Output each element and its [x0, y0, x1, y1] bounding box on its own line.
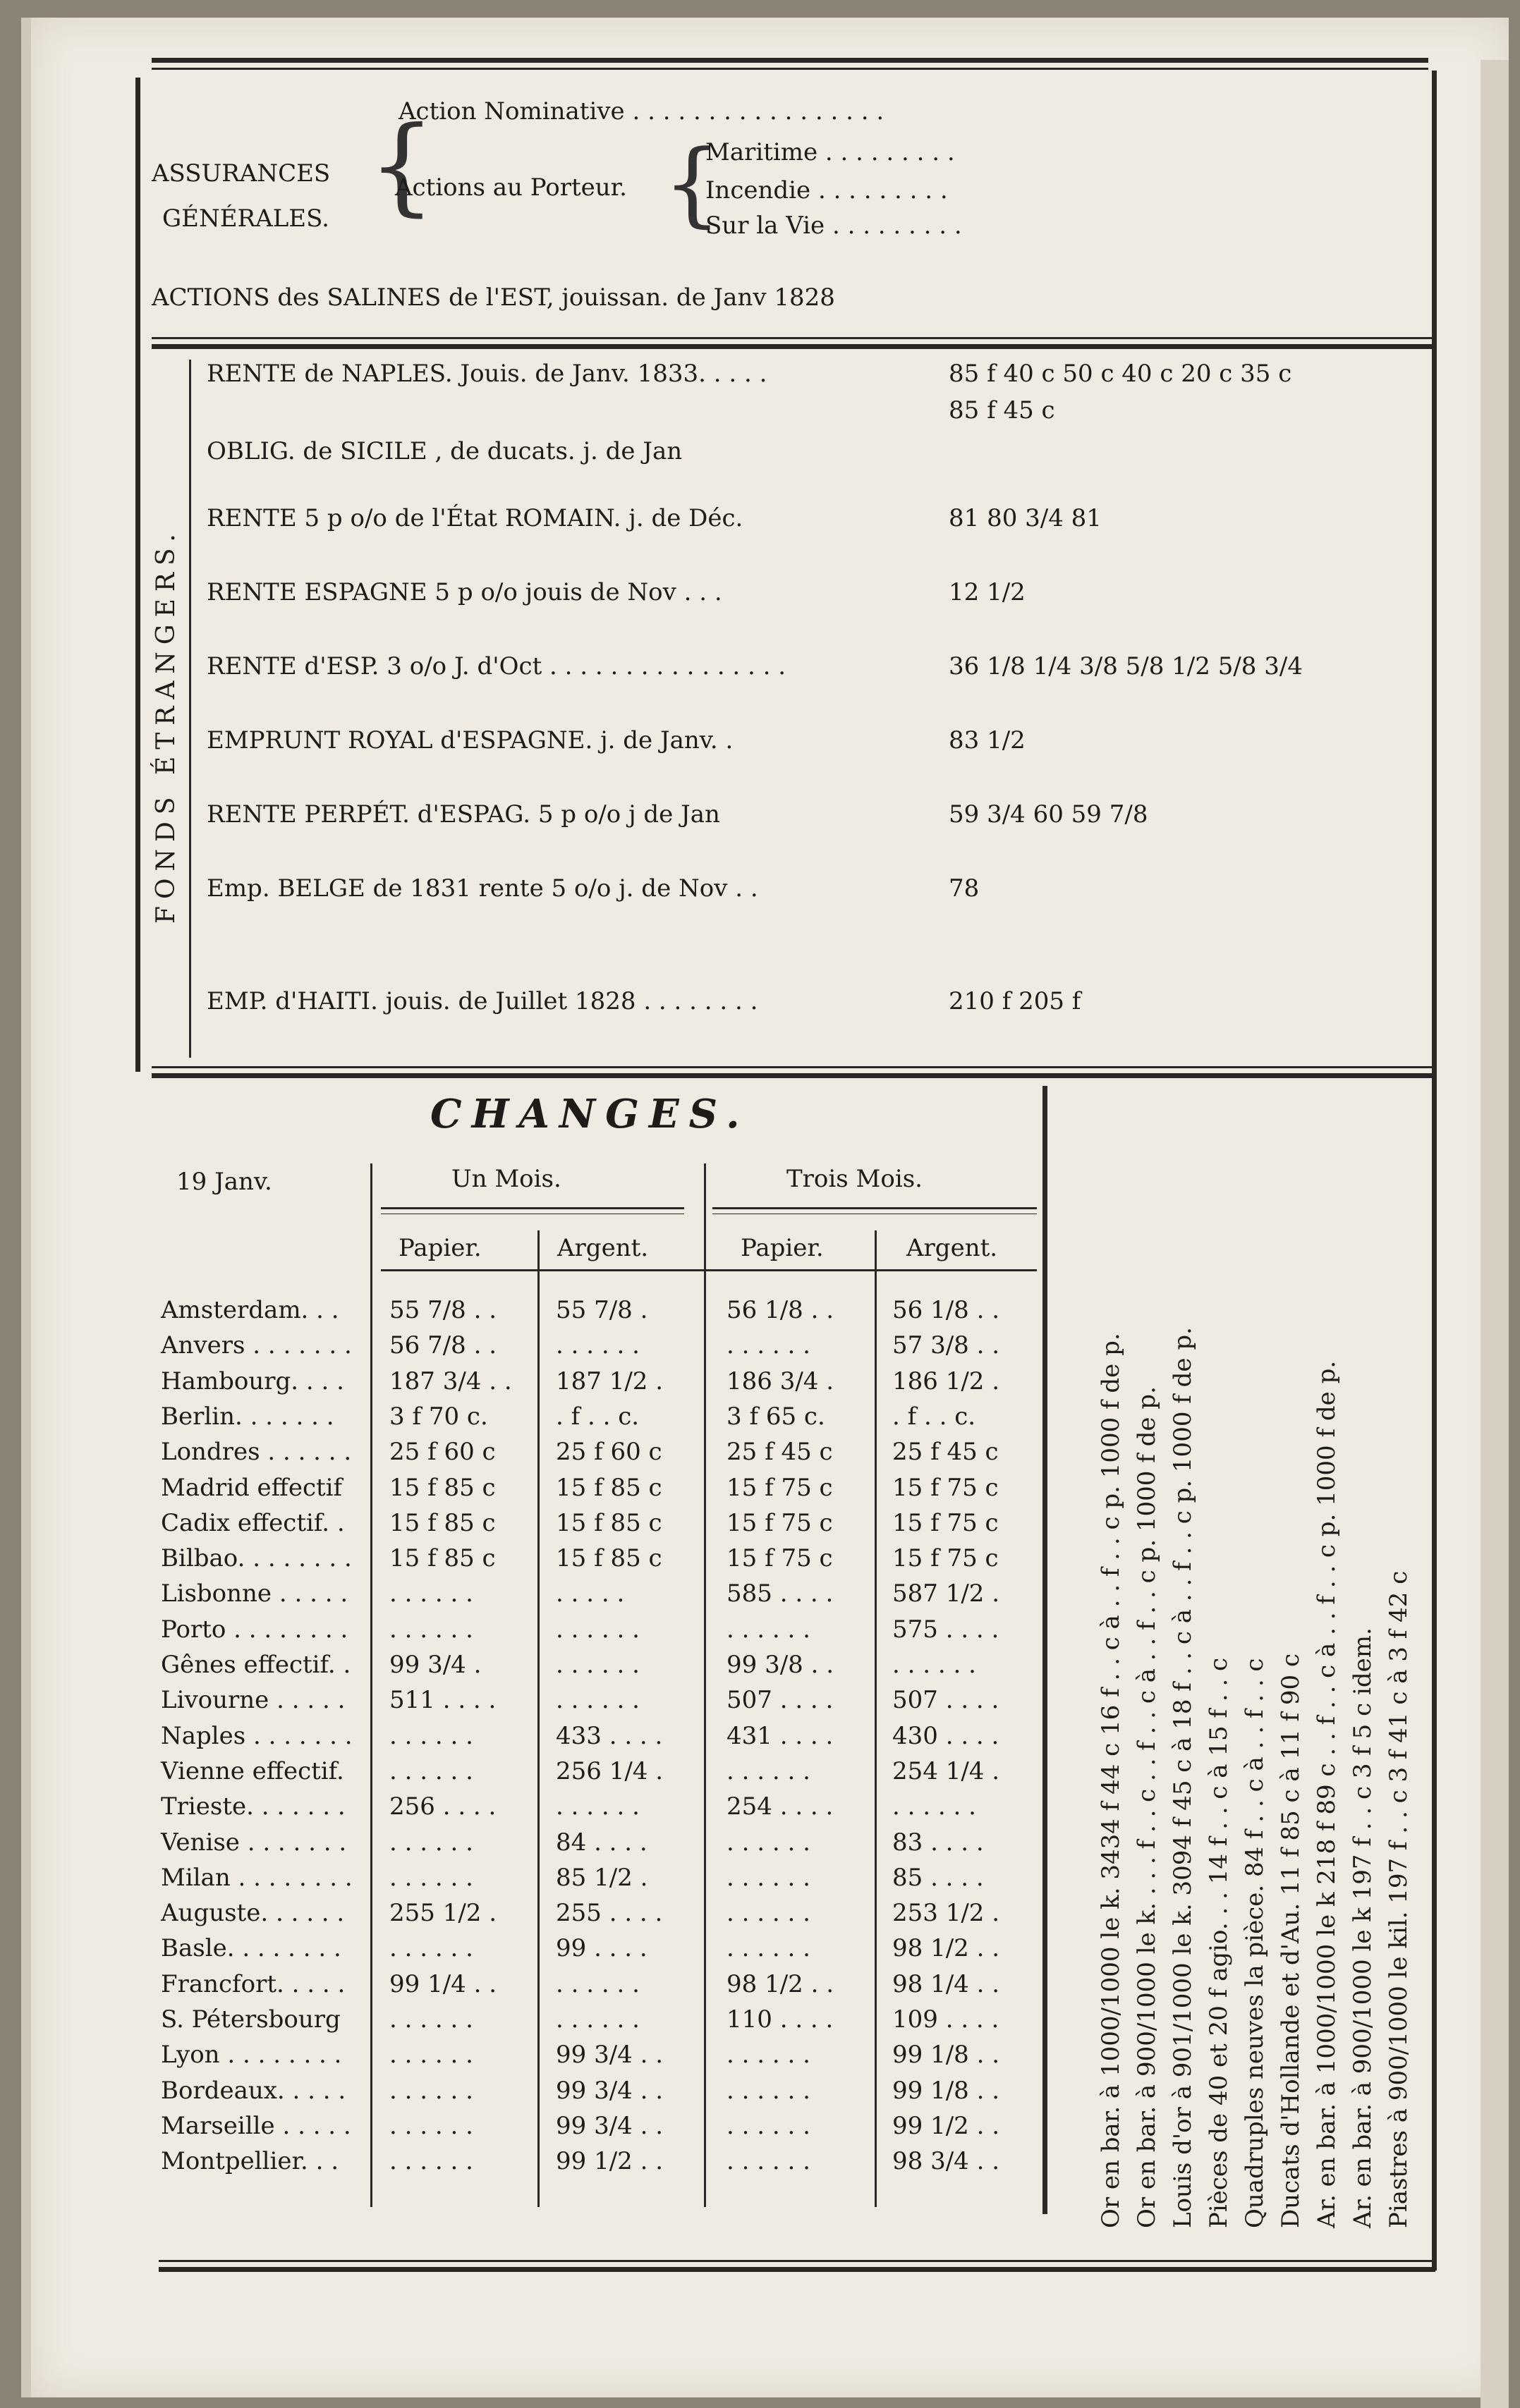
metal-price-line: Quadruples neuves la pièce. 84 f . . c à . . f . . c — [1241, 1658, 1269, 2228]
rate-cell: 15 f 75 c — [726, 1474, 833, 1502]
rate-cell: . . . . . . — [726, 2041, 810, 2069]
fonds-row-value: 81 80 3/4 81 — [949, 504, 1102, 532]
rate-cell: 187 1/2 . — [556, 1367, 664, 1395]
un-mois-ornament — [381, 1207, 684, 1214]
rate-cell: . . . . . . — [389, 1579, 473, 1608]
rate-cell: 25 f 60 c — [389, 1438, 496, 1466]
un-mois-header: Un Mois. — [451, 1165, 561, 1193]
city-name: Lyon . . . . . . . . — [161, 2041, 342, 2069]
rate-cell: . . . . . . — [389, 2041, 473, 2069]
fonds-row-label: EMPRUNT ROYAL d'ESPAGNE. j. de Janv. . — [207, 726, 734, 754]
city-name: Amsterdam. . . — [161, 1296, 339, 1324]
rate-cell: . . . . . . — [389, 1615, 473, 1644]
rate-cell: 507 . . . . — [892, 1686, 999, 1714]
bottom-rule — [159, 2267, 1435, 2272]
top-rule — [152, 58, 1428, 63]
city-name: Livourne . . . . . — [161, 1686, 346, 1714]
changes-date: 19 Janv. — [176, 1168, 272, 1196]
metal-price-line: Pièces de 40 et 20 f agio. . . 14 f . . c à 15 f . . c — [1205, 1657, 1233, 2228]
rate-cell: 15 f 85 c — [389, 1509, 496, 1537]
rate-cell: 99 3/8 . . — [726, 1651, 834, 1679]
city-name: Lisbonne . . . . . — [161, 1579, 348, 1608]
city-name: Bilbao. . . . . . . . — [161, 1544, 352, 1572]
fonds-divider — [189, 360, 191, 1058]
rate-cell: 56 7/8 . . — [389, 1331, 497, 1359]
rate-cell: 186 3/4 . — [726, 1367, 834, 1395]
fonds-row-value-2: 85 f 45 c — [949, 396, 1055, 424]
city-name: Bordeaux. . . . . — [161, 2077, 346, 2105]
rate-cell: 15 f 75 c — [892, 1544, 999, 1572]
top-rule-thin — [152, 68, 1428, 70]
metal-price-line: Or en bar. à 900/1000 le k. . . . f . . c . . f . . c à . . f . . c p. 1000 f de p. — [1133, 1386, 1161, 2228]
rate-cell: 98 1/4 . . — [892, 1970, 1000, 1998]
rate-cell: 99 3/4 . . — [556, 2077, 664, 2105]
papier-header: Papier. — [741, 1234, 824, 1262]
rate-cell: 15 f 75 c — [892, 1509, 999, 1537]
rate-cell: . . . . . . — [892, 1792, 976, 1821]
metal-price-line: Ar. en bar. à 900/1000 le k 197 f . . c 3 f 5 c idem. — [1349, 1627, 1377, 2228]
rate-cell: . . . . . . — [556, 1331, 640, 1359]
rate-cell: . . . . . . — [726, 2077, 810, 2105]
rate-cell: 254 1/4 . — [892, 1757, 1000, 1785]
rate-cell: 85 . . . . — [892, 1864, 984, 1892]
rate-cell: 575 . . . . — [892, 1615, 999, 1644]
sur-la-vie: Sur la Vie . . . . . . . . . — [705, 212, 962, 240]
rate-cell: . . . . . . — [556, 1651, 640, 1679]
rate-cell: 15 f 75 c — [726, 1544, 833, 1572]
rate-cell: 15 f 85 c — [389, 1544, 496, 1572]
rate-cell: 587 1/2 . — [892, 1579, 1000, 1608]
bottom-rule-thin — [159, 2260, 1435, 2262]
fonds-row-value: 12 1/2 — [949, 578, 1026, 606]
rate-cell: 57 3/8 . . — [892, 1331, 1000, 1359]
fonds-row-label: Emp. BELGE de 1831 rente 5 o/o j. de Nov . . — [207, 874, 758, 903]
rate-cell: 253 1/2 . — [892, 1899, 1000, 1927]
fonds-row-label: RENTE 5 p o/o de l'État ROMAIN. j. de Déc. — [207, 504, 743, 532]
rate-cell: . . . . . . — [726, 2112, 810, 2140]
city-name: Gênes effectif. . — [161, 1651, 351, 1679]
rate-cell: 15 f 75 c — [726, 1509, 833, 1537]
rate-cell: . . . . . . — [726, 1828, 810, 1857]
metal-price-line: Ducats d'Hollande et d'Au. 11 f 85 c à 11 f 90 c — [1277, 1653, 1305, 2228]
section-rule — [152, 1066, 1435, 1068]
rate-cell: 187 3/4 . . — [389, 1367, 512, 1395]
rate-cell: . f . . c. — [892, 1402, 976, 1431]
fonds-row-value: 78 — [949, 874, 980, 903]
rate-cell: 110 . . . . — [726, 2005, 834, 2034]
fonds-row-value: 36 1/8 1/4 3/8 5/8 1/2 5/8 3/4 — [949, 652, 1303, 680]
rate-cell: . . . . . . — [726, 1934, 810, 1962]
rate-cell: 585 . . . . — [726, 1579, 834, 1608]
rate-cell: 98 3/4 . . — [892, 2147, 1000, 2175]
rate-cell: . . . . . . — [556, 1970, 640, 1998]
rate-cell: 99 3/4 . . — [556, 2041, 664, 2069]
assurances-label-1: ASSURANCES — [152, 159, 331, 188]
argent-header: Argent. — [906, 1234, 998, 1262]
fonds-row-label: RENTE PERPÉT. d'ESPAG. 5 p o/o j de Jan — [207, 800, 720, 829]
rate-cell: 254 . . . . — [726, 1792, 834, 1821]
city-name: Trieste. . . . . . . — [161, 1792, 346, 1821]
city-name: Milan . . . . . . . . — [161, 1864, 353, 1892]
city-name: Naples . . . . . . . — [161, 1722, 353, 1750]
col-divider — [704, 1163, 706, 2207]
fonds-row-label: OBLIG. de SICILE , de ducats. j. de Jan — [207, 437, 683, 465]
metal-price-line: Ar. en bar. à 1000/1000 le k 218 f 89 c . . f . . c à . . f . . c p. 1000 f de p. — [1313, 1360, 1341, 2228]
rate-cell: . . . . . . — [892, 1651, 976, 1679]
rate-cell: 99 1/2 . . — [892, 2112, 1000, 2140]
fonds-row-value: 85 f 40 c 50 c 40 c 20 c 35 c — [949, 360, 1292, 388]
fonds-row-label: EMP. d'HAITI. jouis. de Juillet 1828 . . . . . . . . — [207, 987, 758, 1015]
rate-cell: 99 1/8 . . — [892, 2041, 1000, 2069]
rate-cell: 99 1/8 . . — [892, 2077, 1000, 2105]
rate-cell: . . . . . . — [556, 1792, 640, 1821]
rate-cell: . . . . . . — [389, 2147, 473, 2175]
rate-cell: 430 . . . . — [892, 1722, 999, 1750]
rate-cell: . . . . . . — [726, 1331, 810, 1359]
rate-cell: 433 . . . . — [556, 1722, 663, 1750]
col-divider — [537, 1230, 540, 2207]
trois-mois-ornament — [712, 1207, 1037, 1214]
metal-price-line: Or en bar. à 1000/1000 le k. 3434 f 44 c 16 f . . c à . . f . . c p. 1000 f de p. — [1097, 1333, 1125, 2228]
rate-cell: . . . . . . — [389, 2005, 473, 2034]
metals-divider — [1042, 1086, 1047, 2214]
rate-cell: . . . . . . — [726, 1615, 810, 1644]
rate-cell: 15 f 85 c — [556, 1544, 662, 1572]
rate-cell: . f . . c. — [556, 1402, 640, 1431]
rate-cell: 15 f 85 c — [556, 1509, 662, 1537]
incendie: Incendie . . . . . . . . . — [705, 176, 948, 204]
rate-cell: 99 . . . . — [556, 1934, 647, 1962]
fonds-row-value: 83 1/2 — [949, 726, 1026, 754]
rate-cell: 56 1/8 . . — [892, 1296, 1000, 1324]
rate-cell: . . . . . . — [389, 2112, 473, 2140]
col-divider — [875, 1230, 877, 2207]
rate-cell: 3 f 70 c. — [389, 1402, 488, 1431]
city-name: Londres . . . . . . — [161, 1438, 352, 1466]
rate-cell: 56 1/8 . . — [726, 1296, 834, 1324]
rate-cell: 109 . . . . — [892, 2005, 999, 2034]
rate-cell: 15 f 85 c — [389, 1474, 496, 1502]
rate-cell: 15 f 85 c — [556, 1474, 662, 1502]
section-rule — [152, 337, 1435, 339]
rate-cell: 25 f 45 c — [726, 1438, 833, 1466]
brace-icon: { — [663, 130, 722, 237]
city-name: Porto . . . . . . . . — [161, 1615, 348, 1644]
city-name: Cadix effectif. . — [161, 1509, 345, 1537]
trois-mois-header: Trois Mois. — [786, 1165, 923, 1193]
rate-cell: 85 1/2 . — [556, 1864, 648, 1892]
action-nominative: Action Nominative . . . . . . . . . . . . . . . . . — [399, 97, 884, 126]
rate-cell: 256 1/4 . — [556, 1757, 664, 1785]
rate-cell: 507 . . . . — [726, 1686, 834, 1714]
city-name: Auguste. . . . . . — [161, 1899, 345, 1927]
city-name: Madrid effectif — [161, 1474, 343, 1502]
rate-cell: 25 f 45 c — [892, 1438, 999, 1466]
rate-cell: . . . . . . — [556, 1686, 640, 1714]
rate-cell: . . . . . . — [726, 2147, 810, 2175]
fonds-row-label: RENTE d'ESP. 3 o/o J. d'Oct . . . . . . . . . . . . . . . . — [207, 652, 786, 680]
fonds-row-label: RENTE de NAPLES. Jouis. de Janv. 1833. . . . . — [207, 360, 767, 388]
fonds-row-value: 59 3/4 60 59 7/8 — [949, 800, 1148, 829]
rate-cell: 99 1/4 . . — [389, 1970, 497, 1998]
rate-cell: . . . . . . — [726, 1757, 810, 1785]
rate-cell: . . . . . . — [389, 1757, 473, 1785]
city-name: Anvers . . . . . . . — [161, 1331, 352, 1359]
col-divider — [370, 1163, 372, 2207]
metal-price-line: Piastres à 900/1000 le kil. 197 f . . c 3 f 41 c à 3 f 42 c — [1385, 1570, 1413, 2228]
section-rule-thick — [152, 1073, 1435, 1078]
rate-cell: . . . . . . — [726, 1864, 810, 1892]
assurances-label-2: GÉNÉRALES. — [162, 204, 329, 233]
rate-cell: 511 . . . . — [389, 1686, 497, 1714]
rate-cell: . . . . . . — [389, 1864, 473, 1892]
papier-header: Papier. — [399, 1234, 482, 1262]
city-name: Marseille . . . . . — [161, 2112, 351, 2140]
rate-cell: 256 . . . . — [389, 1792, 497, 1821]
rate-cell: 186 1/2 . — [892, 1367, 1000, 1395]
rate-cell: 99 1/2 . . — [556, 2147, 664, 2175]
salines-row: ACTIONS des SALINES de l'EST, jouissan. de Janv 1828 — [152, 283, 835, 312]
rate-cell: 25 f 60 c — [556, 1438, 662, 1466]
city-name: Vienne effectif. — [161, 1757, 344, 1785]
rate-cell: . . . . . — [556, 1579, 625, 1608]
header-underline — [381, 1269, 1037, 1271]
rate-cell: . . . . . . — [389, 1828, 473, 1857]
fonds-row-label: RENTE ESPAGNE 5 p o/o jouis de Nov . . . — [207, 578, 722, 606]
adjacent-page-edge — [1481, 60, 1509, 2408]
rate-cell: . . . . . . — [726, 1899, 810, 1927]
rate-cell: . . . . . . — [556, 2005, 640, 2034]
section-rule-thick — [152, 344, 1435, 349]
argent-header: Argent. — [557, 1234, 649, 1262]
rate-cell: 98 1/2 . . — [892, 1934, 1000, 1962]
brace-icon: { — [368, 104, 436, 227]
rate-cell: 99 3/4 . . — [556, 2112, 664, 2140]
rate-cell: . . . . . . — [389, 1722, 473, 1750]
rate-cell: . . . . . . — [389, 1934, 473, 1962]
rate-cell: 255 1/2 . — [389, 1899, 497, 1927]
city-name: Hambourg. . . . — [161, 1367, 344, 1395]
rate-cell: 55 7/8 . . — [389, 1296, 497, 1324]
rate-cell: 55 7/8 . — [556, 1296, 648, 1324]
changes-title: CHANGES. — [430, 1091, 750, 1137]
rate-cell: 84 . . . . — [556, 1828, 647, 1857]
rate-cell: 83 . . . . — [892, 1828, 984, 1857]
right-frame — [1432, 71, 1437, 2271]
city-name: Berlin. . . . . . . — [161, 1402, 334, 1431]
city-name: Montpellier. . . — [161, 2147, 339, 2175]
maritime: Maritime . . . . . . . . . — [705, 138, 955, 166]
metal-price-line: Louis d'or à 901/1000 le k. 3094 f 45 c à 18 f . . c à . . f . . c p. 1000 f de p. — [1169, 1327, 1197, 2228]
fonds-side-label: FONDS ÉTRANGERS. — [152, 527, 181, 924]
rate-cell: 15 f 75 c — [892, 1474, 999, 1502]
rate-cell: 99 3/4 . — [389, 1651, 482, 1679]
city-name: Venise . . . . . . . — [161, 1828, 347, 1857]
city-name: Basle. . . . . . . . — [161, 1934, 341, 1962]
rate-cell: 431 . . . . — [726, 1722, 834, 1750]
actions-porteur: Actions au Porteur. — [395, 173, 627, 202]
rate-cell: . . . . . . — [389, 2077, 473, 2105]
left-frame-upper — [135, 78, 140, 1072]
rate-cell: 255 . . . . — [556, 1899, 663, 1927]
rate-cell: . . . . . . — [556, 1615, 640, 1644]
rate-cell: 98 1/2 . . — [726, 1970, 834, 1998]
fonds-row-value: 210 f 205 f — [949, 987, 1081, 1015]
city-name: Francfort. . . . . — [161, 1970, 346, 1998]
rate-cell: 3 f 65 c. — [726, 1402, 825, 1431]
city-name: S. Pétersbourg — [161, 2005, 341, 2034]
